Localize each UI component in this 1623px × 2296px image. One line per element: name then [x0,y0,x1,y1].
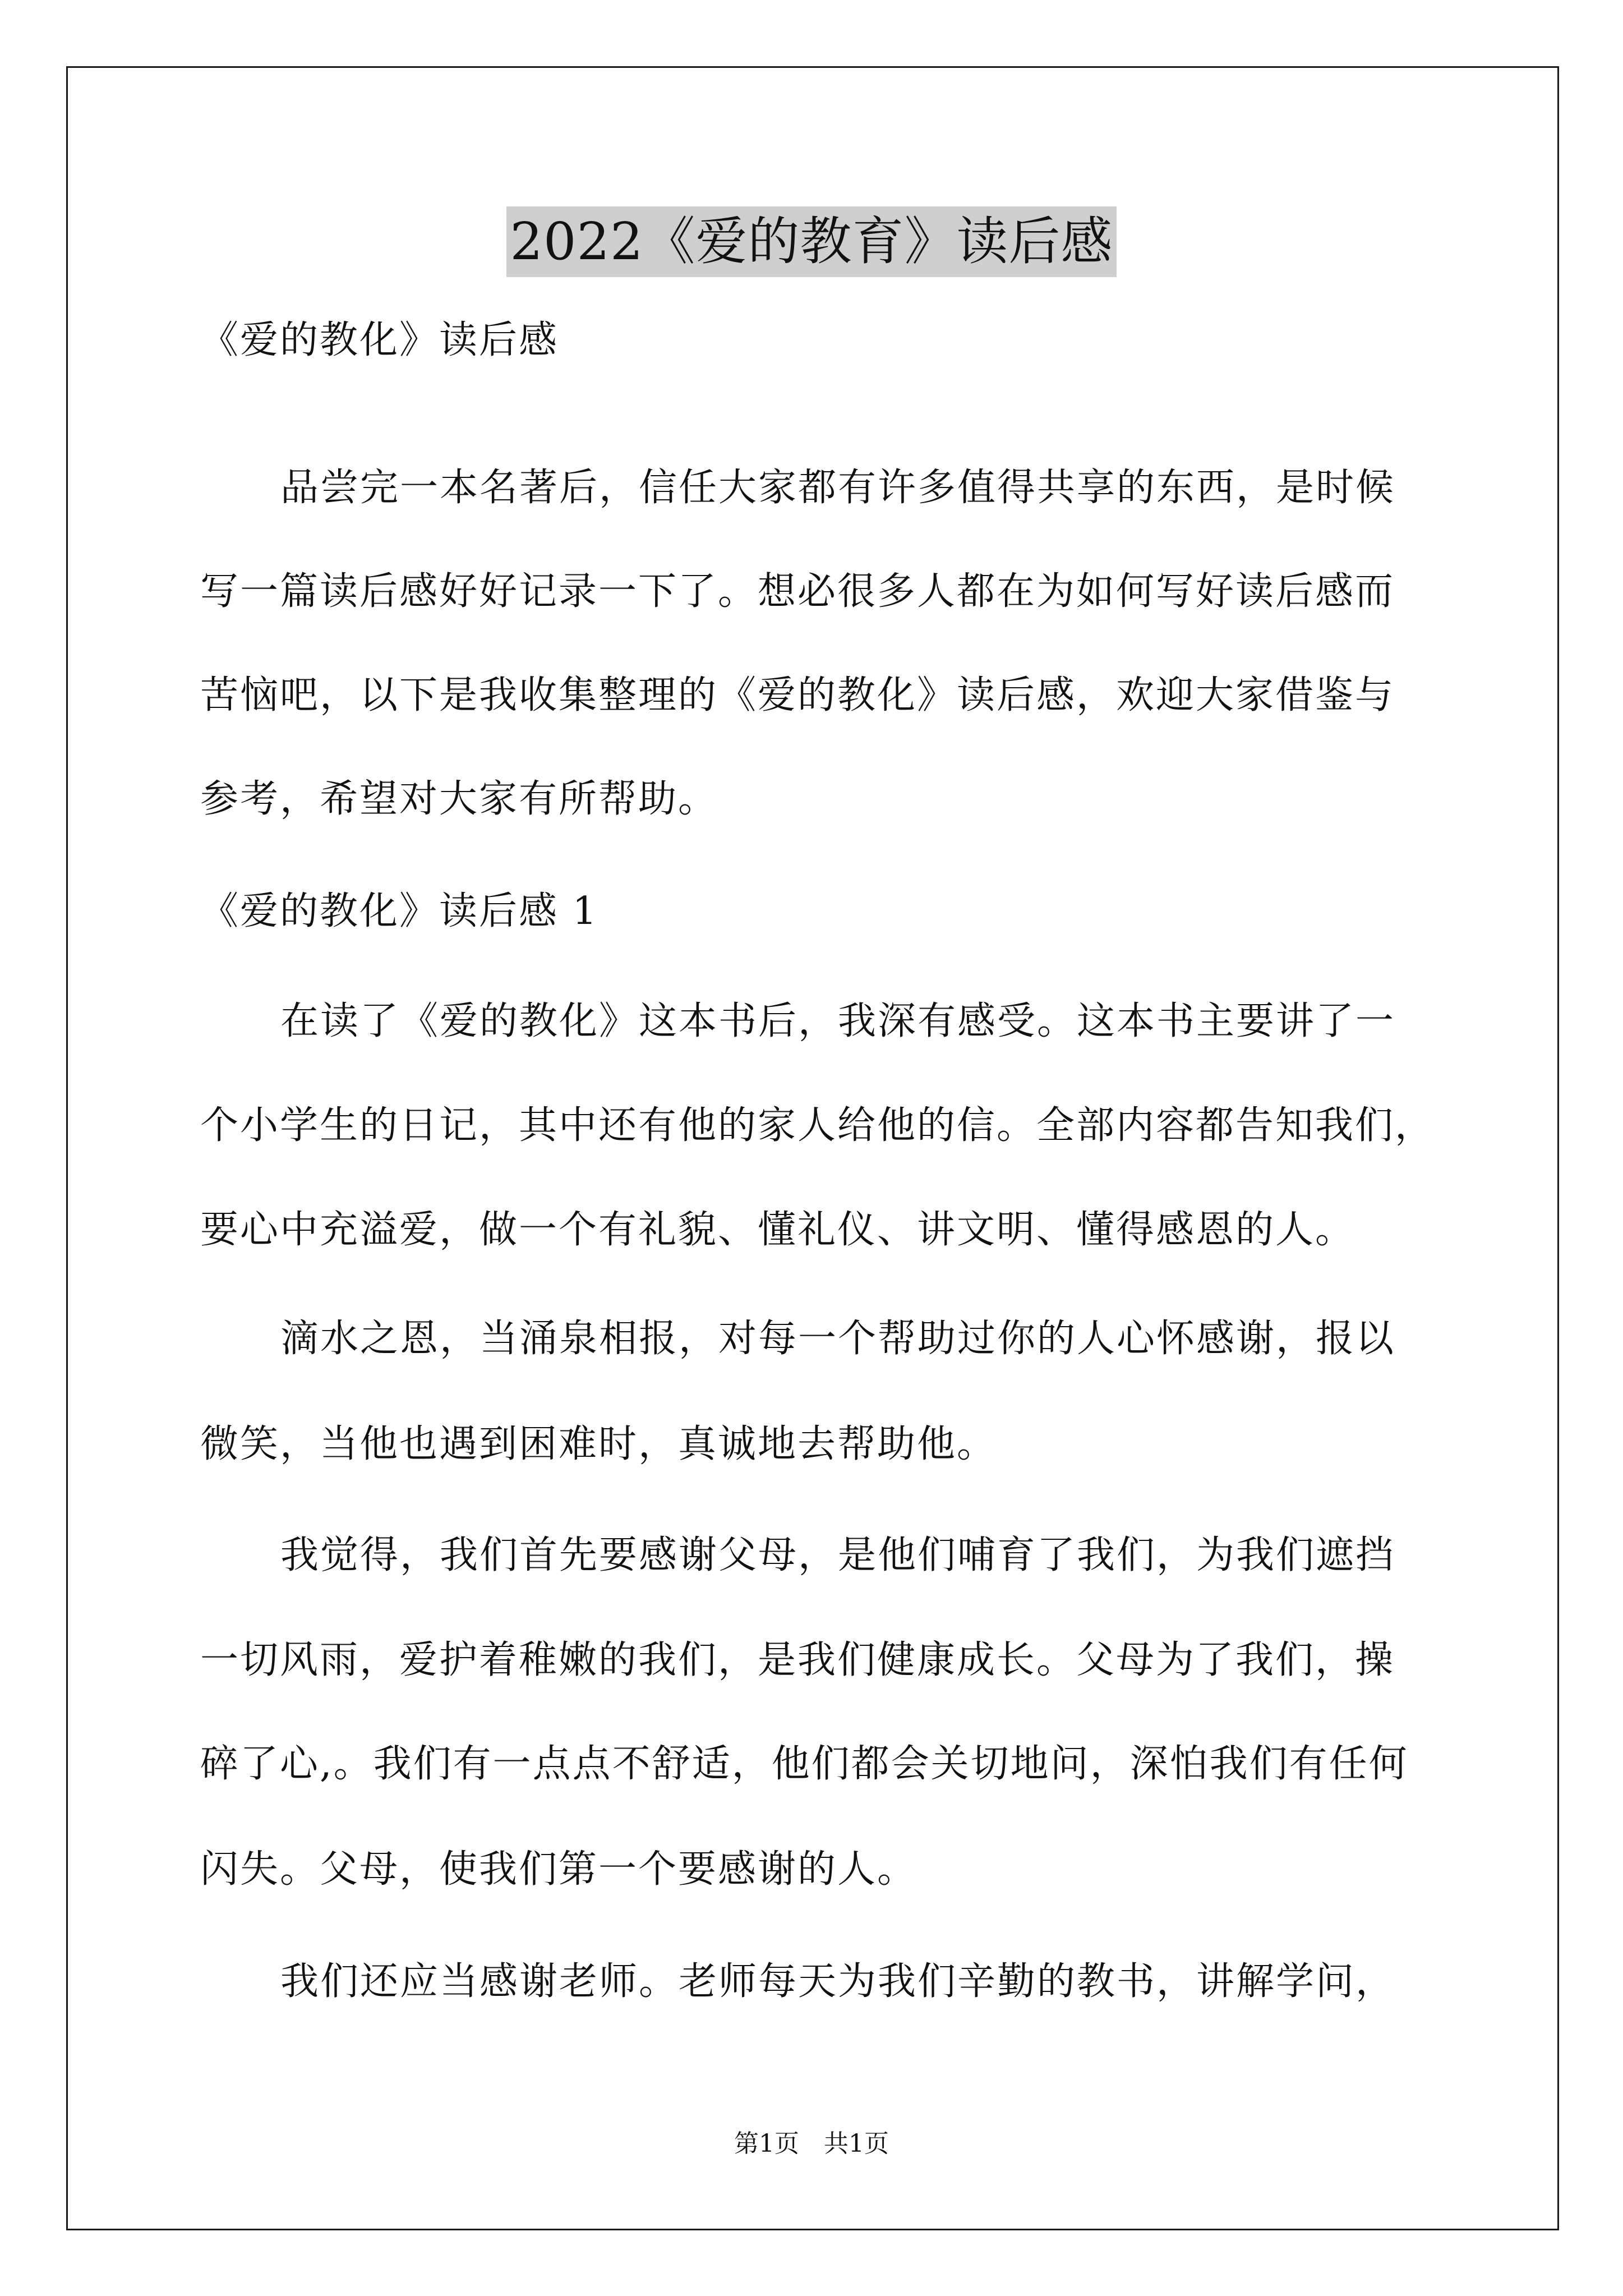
page-footer: 第1页 共1页 [734,2129,889,2158]
body-line-8: 碎了心,。我们有一点点不舒适，他们都会关切地问，深怕我们有任何 [200,1742,1409,1786]
document-title: 2022《爱的教育》读后感 [506,206,1116,277]
body-line-4: 滴水之恩，当涌泉相报，对每一个帮助过你的人心怀感谢，报以 [280,1317,1396,1361]
title-container [0,206,1623,277]
subtitle: 《爱的教化》读后感 [200,318,559,362]
body-line-1: 在读了《爱的教化》这本书后，我深有感受。这本书主要讲了一 [280,999,1396,1043]
body-line-7: 一切风雨，爱护着稚嫩的我们，是我们健康成长。父母为了我们，操 [200,1638,1395,1682]
intro-line-1: 品尝完一本名著后，信任大家都有许多值得共享的东西，是时候 [280,466,1396,510]
body-line-5: 微笑，当他也遇到困难时，真诚地去帮助他。 [200,1422,997,1466]
intro-line-4: 参考，希望对大家有所帮助。 [200,777,718,821]
intro-line-3: 苦恼吧，以下是我收集整理的《爱的教化》读后感，欢迎大家借鉴与 [200,673,1395,717]
body-line-2: 个小学生的日记，其中还有他的家人给他的信。全部内容都告知我们， [200,1103,1435,1148]
intro-line-2: 写一篇读后感好好记录一下了。想必很多人都在为如何写好读后感而 [200,569,1395,614]
body-line-6: 我觉得，我们首先要感谢父母，是他们哺育了我们，为我们遮挡 [280,1533,1396,1577]
body-line-3: 要心中充溢爱，做一个有礼貌、懂礼仪、讲文明、懂得感恩的人。 [200,1208,1355,1252]
body-line-10: 我们还应当感谢老师。老师每天为我们辛勤的教书，讲解学问， [280,1959,1396,2004]
section-heading: 《爱的教化》读后感 1 [200,889,598,933]
body-line-9: 闪失。父母，使我们第一个要感谢的人。 [200,1847,917,1892]
